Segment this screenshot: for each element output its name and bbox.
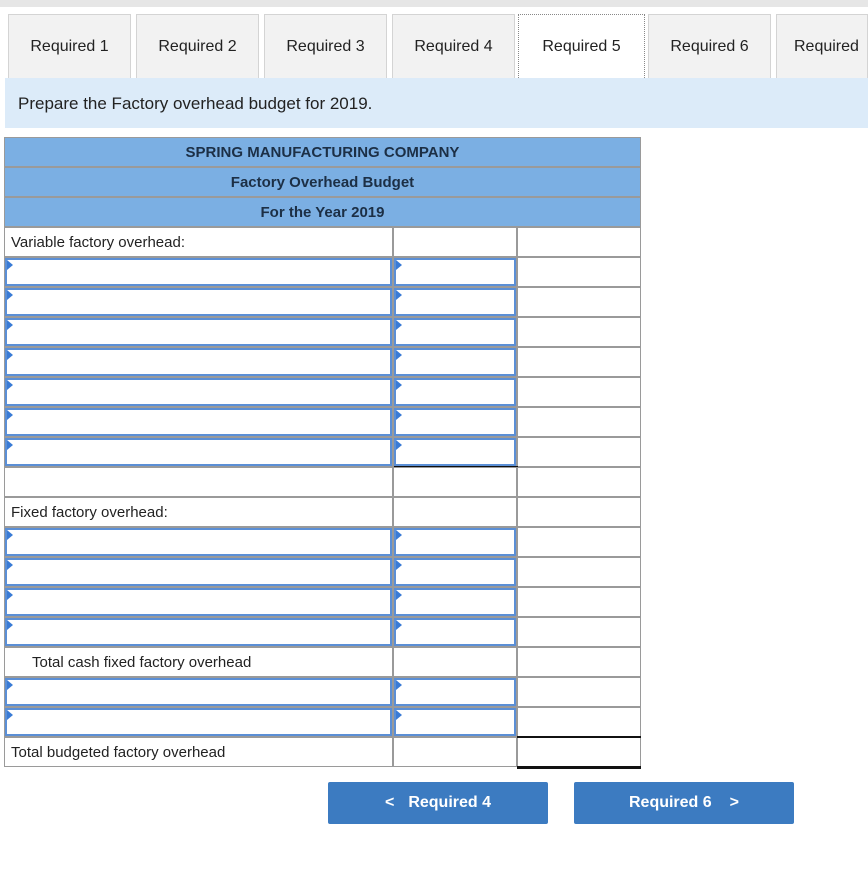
- dropdown-marker-icon: [396, 710, 402, 720]
- total-top-rule: [517, 736, 641, 738]
- dropdown-marker-icon: [7, 290, 13, 300]
- noncash-input-row: [4, 677, 641, 707]
- budget-title: Factory Overhead Budget: [4, 167, 641, 197]
- tab-required-1[interactable]: Required 1: [8, 14, 131, 78]
- variable-input-row: [4, 407, 641, 437]
- variable-item-amount-input-6[interactable]: [394, 408, 516, 436]
- dropdown-marker-icon: [396, 350, 402, 360]
- variable-item-label-input-5[interactable]: [5, 378, 392, 406]
- dropdown-marker-icon: [7, 320, 13, 330]
- dropdown-marker-icon: [7, 350, 13, 360]
- variable-item-amount-input-3[interactable]: [394, 318, 516, 346]
- fixed-item-label-input-1[interactable]: [5, 528, 392, 556]
- instruction-text: Prepare the Factory overhead budget for 2019.: [18, 94, 373, 113]
- dropdown-marker-icon: [396, 260, 402, 270]
- top-strip: [0, 0, 868, 7]
- prev-button-label: Required 4: [408, 794, 492, 811]
- dropdown-marker-icon: [396, 680, 402, 690]
- noncash-item-label-input-1[interactable]: [5, 678, 392, 706]
- prev-required-4-button[interactable]: [328, 782, 548, 824]
- fixed-input-row: [4, 587, 641, 617]
- dropdown-marker-icon: [7, 380, 13, 390]
- fixed-item-label-input-2[interactable]: [5, 558, 392, 586]
- tab-required-3[interactable]: Required 3: [264, 14, 387, 78]
- total-cash-fixed-label: Total cash fixed factory overhead: [32, 654, 252, 671]
- total-budgeted-row: [4, 737, 641, 767]
- variable-item-label-input-1[interactable]: [5, 258, 392, 286]
- chevron-left-icon: <: [384, 794, 395, 811]
- dropdown-marker-icon: [7, 590, 13, 600]
- total-budgeted-label: Total budgeted factory overhead: [11, 744, 226, 761]
- variable-item-label-input-6[interactable]: [5, 408, 392, 436]
- spacer-row: [4, 467, 641, 497]
- variable-item-label-input-3[interactable]: [5, 318, 392, 346]
- variable-item-amount-input-5[interactable]: [394, 378, 516, 406]
- variable-input-row: [4, 347, 641, 377]
- dropdown-marker-icon: [7, 710, 13, 720]
- variable-total-amount-input[interactable]: [394, 438, 516, 466]
- variable-item-label-input-2[interactable]: [5, 288, 392, 316]
- variable-item-amount-input-1[interactable]: [394, 258, 516, 286]
- noncash-input-row: [4, 707, 641, 737]
- noncash-item-amount-input-2[interactable]: [394, 708, 516, 736]
- variable-item-label-input-4[interactable]: [5, 348, 392, 376]
- variable-section-label: Variable factory overhead:: [11, 234, 185, 251]
- total-cash-fixed-amount: [393, 647, 517, 677]
- variable-input-row: [4, 287, 641, 317]
- fixed-input-row: [4, 617, 641, 647]
- noncash-item-label-input-2[interactable]: [5, 708, 392, 736]
- tab-required-4[interactable]: Required 4: [392, 14, 515, 78]
- tab-required-5[interactable]: Required 5: [518, 14, 645, 80]
- dropdown-marker-icon: [7, 620, 13, 630]
- variable-input-row: [4, 377, 641, 407]
- dropdown-marker-icon: [396, 440, 402, 450]
- dropdown-marker-icon: [7, 410, 13, 420]
- dropdown-marker-icon: [7, 530, 13, 540]
- total-double-underline: [517, 766, 641, 769]
- dropdown-marker-icon: [396, 410, 402, 420]
- noncash-item-amount-input-1[interactable]: [394, 678, 516, 706]
- tab-required-7[interactable]: Required: [776, 14, 868, 78]
- fixed-item-amount-input-2[interactable]: [394, 558, 516, 586]
- instruction-banner: [5, 78, 868, 128]
- next-button-label: Required 6: [628, 794, 712, 811]
- variable-header-row: [4, 227, 641, 257]
- next-required-6-button[interactable]: [574, 782, 794, 824]
- variable-item-amount-input-2[interactable]: [394, 288, 516, 316]
- fixed-item-amount-input-4[interactable]: [394, 618, 516, 646]
- variable-total-input-row: [4, 437, 641, 467]
- tab-required-2[interactable]: Required 2: [136, 14, 259, 78]
- dropdown-marker-icon: [396, 290, 402, 300]
- fixed-input-row: [4, 557, 641, 587]
- total-budgeted-amount: [517, 737, 641, 767]
- dropdown-marker-icon: [396, 320, 402, 330]
- fixed-item-amount-input-1[interactable]: [394, 528, 516, 556]
- dropdown-marker-icon: [7, 560, 13, 570]
- total-cash-fixed-row: [4, 647, 641, 677]
- variable-total-label-input[interactable]: [5, 438, 392, 466]
- dropdown-marker-icon: [396, 560, 402, 570]
- budget-period: For the Year 2019: [4, 197, 641, 227]
- dropdown-marker-icon: [396, 620, 402, 630]
- fixed-header-row: [4, 497, 641, 527]
- budget-table: [4, 227, 641, 767]
- fixed-item-label-input-4[interactable]: [5, 618, 392, 646]
- fixed-item-amount-input-3[interactable]: [394, 588, 516, 616]
- dropdown-marker-icon: [396, 590, 402, 600]
- variable-input-row: [4, 317, 641, 347]
- fixed-section-label: Fixed factory overhead:: [11, 504, 168, 521]
- dropdown-marker-icon: [7, 440, 13, 450]
- company-header: SPRING MANUFACTURING COMPANY: [4, 137, 641, 167]
- fixed-item-label-input-3[interactable]: [5, 588, 392, 616]
- dropdown-marker-icon: [7, 680, 13, 690]
- chevron-right-icon: >: [729, 794, 740, 811]
- dropdown-marker-icon: [396, 530, 402, 540]
- variable-input-row: [4, 257, 641, 287]
- fixed-input-row: [4, 527, 641, 557]
- dropdown-marker-icon: [396, 380, 402, 390]
- variable-item-amount-input-4[interactable]: [394, 348, 516, 376]
- tab-required-6[interactable]: Required 6: [648, 14, 771, 78]
- dropdown-marker-icon: [7, 260, 13, 270]
